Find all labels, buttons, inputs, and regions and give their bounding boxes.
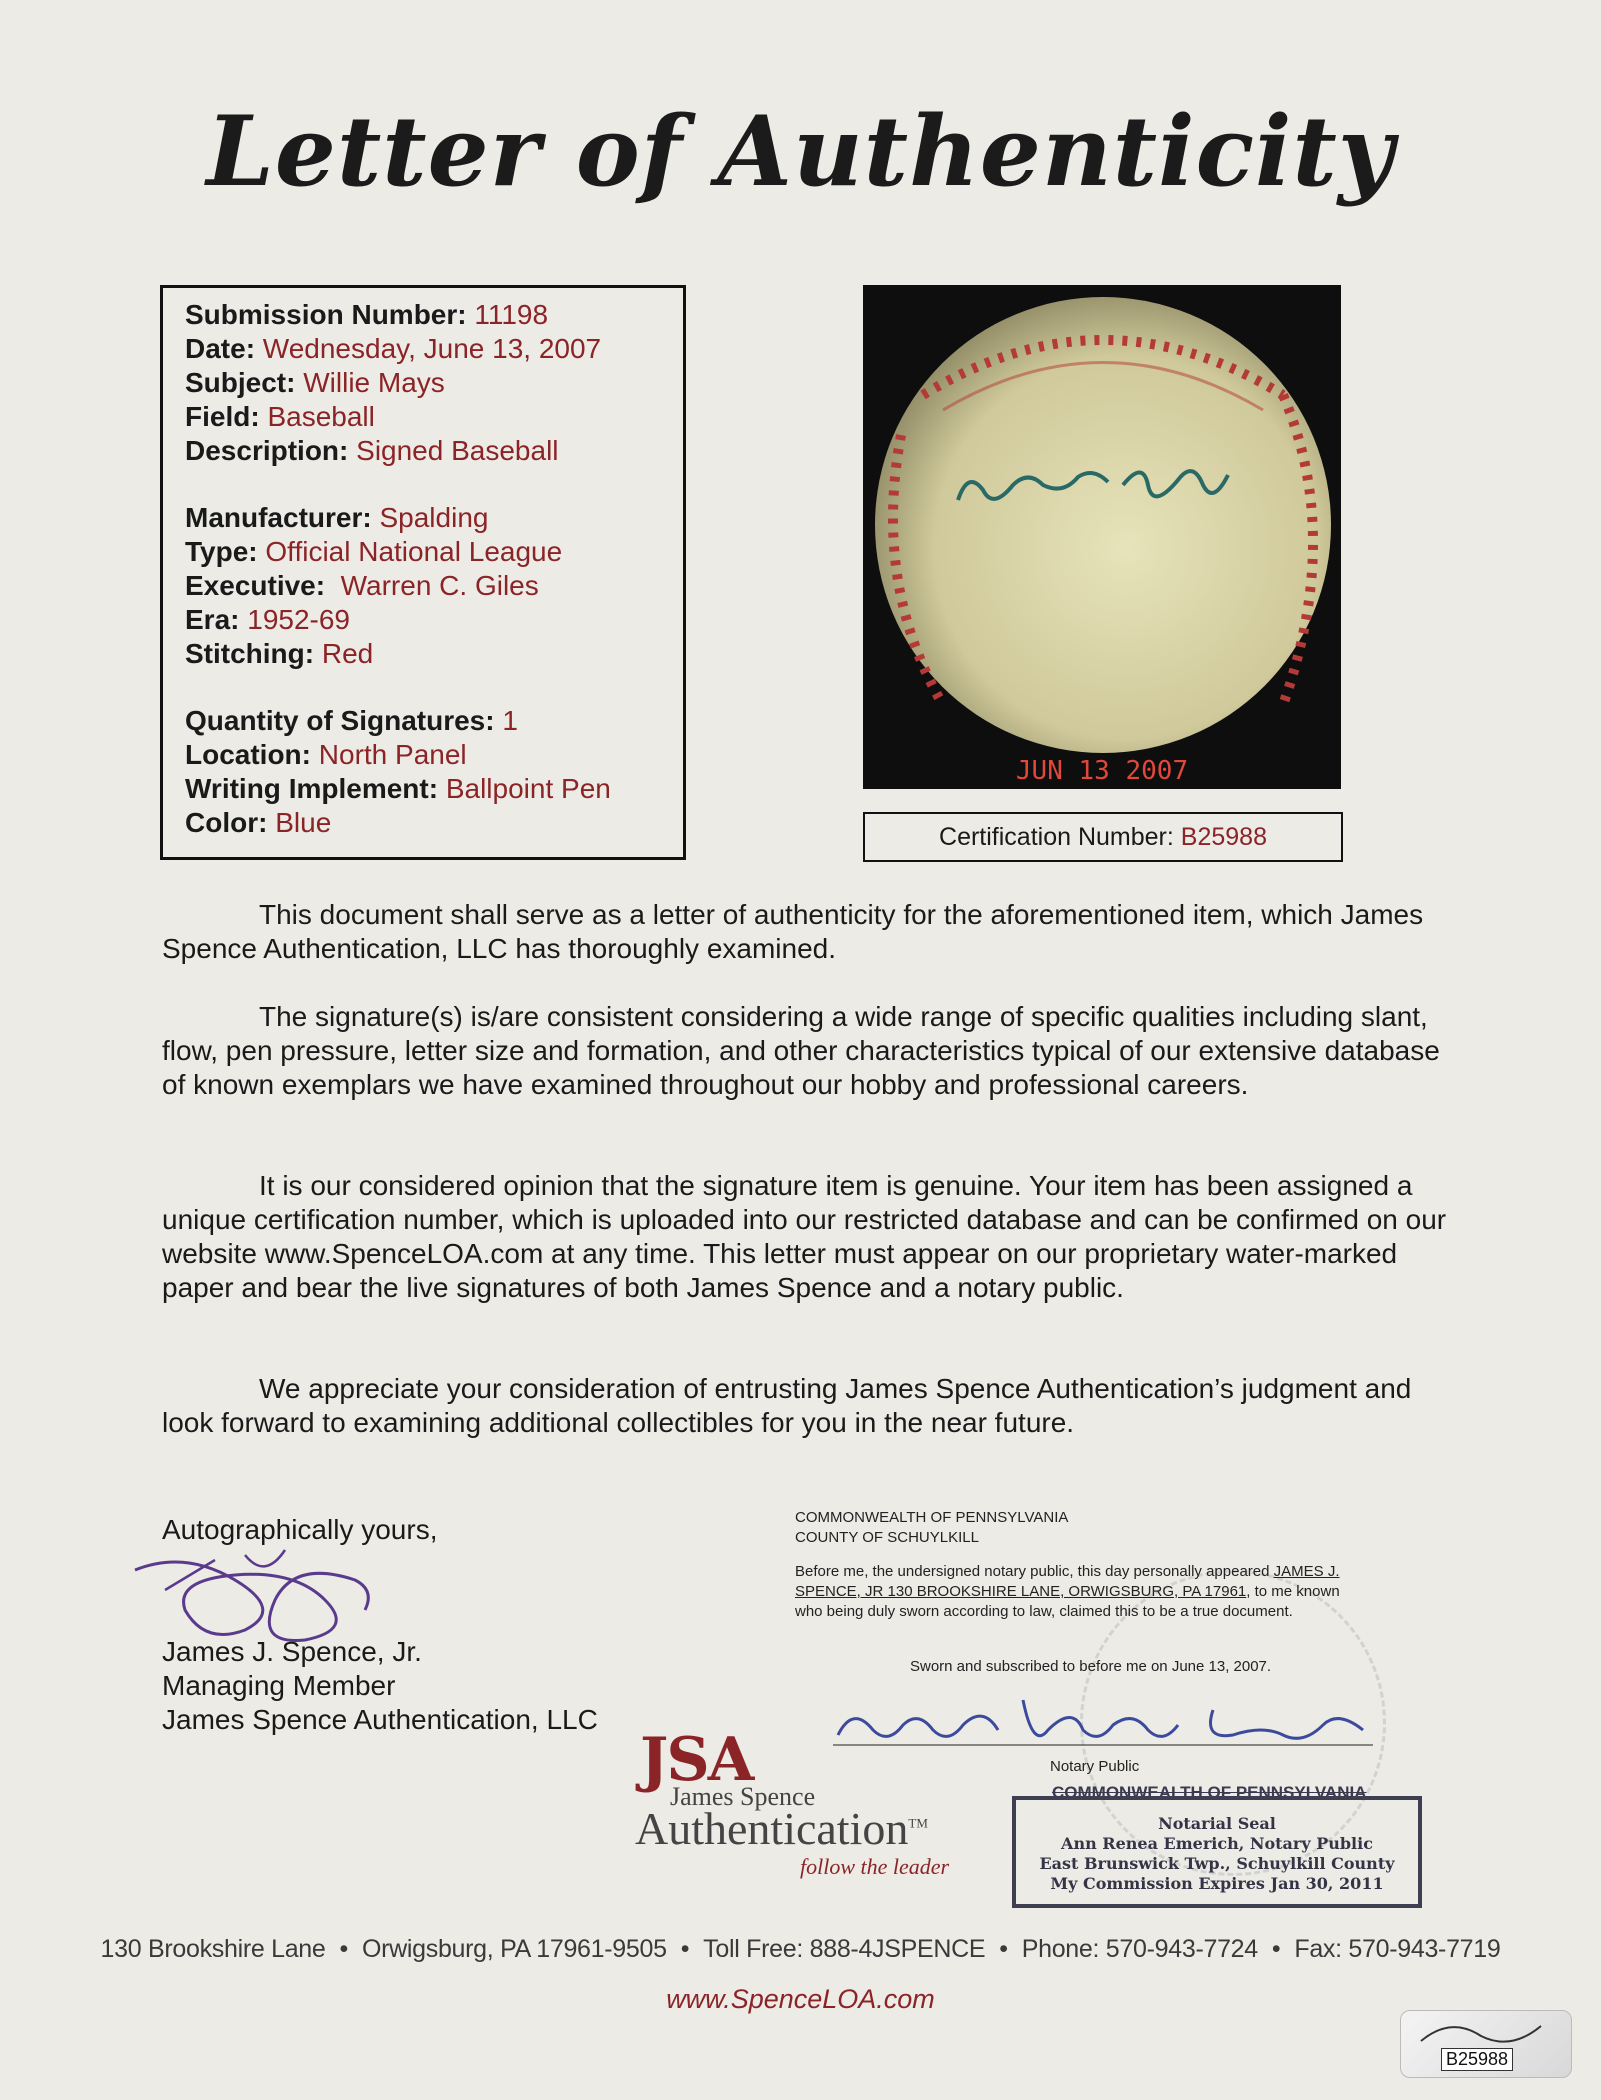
detail-row-implement <box>185 772 683 806</box>
stamp-header: COMMONWEALTH OF PENNSYLVANIA <box>1052 1783 1367 1802</box>
stamp-line: Notarial Seal <box>1158 1814 1276 1833</box>
item-details-box <box>160 285 686 860</box>
stamp-line: My Commission Expires Jan 30, 2011 <box>1050 1874 1384 1893</box>
authentication-hologram <box>1400 2010 1572 2078</box>
detail-value: Official National League <box>265 536 563 567</box>
paragraph-1: This document shall serve as a letter of authenticity for the aforementioned item, which James Spence Authentication, LLC has thoroughly examined. <box>162 899 1424 964</box>
detail-row-quantity <box>185 704 683 738</box>
detail-label: Location: <box>185 739 311 770</box>
detail-label: Type: <box>185 536 258 567</box>
signer-role: Managing Member <box>162 1670 396 1701</box>
detail-label: Subject: <box>185 367 296 398</box>
detail-label: Description: <box>185 435 349 466</box>
detail-value: Ballpoint Pen <box>445 773 611 804</box>
notary-county: COUNTY OF SCHUYLKILL <box>795 1529 979 1546</box>
spence-signature <box>125 1540 385 1650</box>
certification-label: Certification Number: <box>939 823 1174 851</box>
signer-company: James Spence Authentication, LLC <box>162 1704 598 1735</box>
detail-label: Color: <box>185 807 268 838</box>
detail-row-description <box>185 434 683 468</box>
footer-tollfree: Toll Free: 888-4JSPENCE <box>703 1935 986 1963</box>
detail-row-submission <box>185 298 683 332</box>
paragraph-2: The signature(s) is/are consistent considering a wide range of specific qualities including slant, flow, pen pressure, letter size and formation, and other characteristics typical of our extensive database of known exemplars we have examined throughout our hobby and professional careers. <box>162 1001 1440 1100</box>
detail-value: 11198 <box>474 299 549 330</box>
detail-row-date <box>185 332 683 366</box>
detail-label: Writing Implement: <box>185 773 439 804</box>
detail-row-color <box>185 806 683 840</box>
detail-label: Submission Number: <box>185 299 467 330</box>
baseball-photo <box>863 285 1341 789</box>
baseball-image <box>863 285 1341 789</box>
detail-value: Warren C. Giles <box>340 570 539 601</box>
footer-address: 130 Brookshire Lane <box>100 1935 326 1963</box>
footer-separator: • <box>680 1935 690 1963</box>
logo-tagline: follow the leader <box>800 1854 950 1879</box>
detail-row-stitching <box>185 637 683 671</box>
notary-statement-name: JAMES J. SPENCE, JR 130 BROOKSHIRE LANE, ORWIGSBURG, PA 17961 <box>795 1563 1340 1600</box>
notary-block <box>795 1508 1355 1622</box>
footer-phone: Phone: 570-943-7724 <box>1021 1935 1258 1963</box>
notarial-stamp <box>1012 1796 1422 1908</box>
certification-value: B25988 <box>1180 823 1267 851</box>
detail-value: 1952-69 <box>247 604 351 635</box>
detail-row-era <box>185 603 683 637</box>
stamp-line: Ann Renea Emerich, Notary Public <box>1061 1834 1373 1853</box>
page-title: Letter of Authenticity <box>206 95 1395 208</box>
detail-value: Baseball <box>267 401 375 432</box>
detail-row-manufacturer <box>185 501 683 535</box>
detail-value: 1 <box>502 705 518 736</box>
detail-value: Willie Mays <box>303 367 445 398</box>
logo-mark: JSA <box>640 1725 753 1795</box>
detail-row-field <box>185 400 683 434</box>
notary-statement-after: , to me known who being duly sworn according to law, claimed this to be a true document. <box>795 1583 1340 1620</box>
detail-label: Field: <box>185 401 260 432</box>
paragraph-3: It is our considered opinion that the signature item is genuine. Your item has been assigned a unique certification number, which is uploaded into our restricted database and can be confirmed on our website www.SpenceLOA.com at any time. This letter must appear on our proprietary water-marked paper and bear the live signatures of both James Spence and a notary public. <box>162 1170 1447 1303</box>
detail-value: Spalding <box>379 502 489 533</box>
footer-fax: Fax: 570-943-7719 <box>1294 1935 1501 1963</box>
detail-value: Signed Baseball <box>356 435 559 466</box>
footer-contact <box>0 1935 1601 1964</box>
notary-statement <box>795 1562 1355 1622</box>
detail-label: Quantity of Signatures: <box>185 705 495 736</box>
detail-label: Stitching: <box>185 638 315 669</box>
footer-separator: • <box>1271 1935 1281 1963</box>
baseball-ball <box>875 297 1331 753</box>
detail-value: North Panel <box>318 739 467 770</box>
detail-row-subject <box>185 366 683 400</box>
footer-separator: • <box>999 1935 1008 1963</box>
notary-state: COMMONWEALTH OF PENNSYLVANIA <box>795 1509 1069 1526</box>
signer-name: James J. Spence, Jr. <box>162 1636 422 1667</box>
photo-date-stamp: JUN 13 2007 <box>1015 756 1189 786</box>
closing-line: Autographically yours, <box>162 1514 438 1545</box>
detail-value: Blue <box>275 807 332 838</box>
footer-website-link[interactable]: www.SpenceLOA.com <box>666 1984 935 2014</box>
logo-word <box>635 1802 928 1855</box>
notary-statement-before: Before me, the undersigned notary public, this day personally appeared <box>795 1563 1270 1580</box>
detail-label: Date: <box>185 333 256 364</box>
details-group-signature <box>185 704 683 840</box>
detail-value: Red <box>321 638 374 669</box>
hologram-number: B25988 <box>1441 2048 1513 2071</box>
detail-row-type <box>185 535 683 569</box>
notary-signature <box>833 1690 1373 1760</box>
logo-trademark: TM <box>908 1815 928 1831</box>
footer-city: Orwigsburg, PA 17961-9505 <box>361 1935 667 1963</box>
hologram-signature-icon <box>1401 2011 1571 2051</box>
logo-word-text: Authentication <box>635 1803 909 1854</box>
jsa-logo <box>635 1725 950 1879</box>
notary-jurisdiction <box>795 1508 1355 1548</box>
signer-block <box>162 1635 598 1737</box>
details-group-item <box>185 298 683 468</box>
details-group-ball <box>185 501 683 671</box>
detail-value: Wednesday, June 13, 2007 <box>262 333 602 364</box>
logo-name: James Spence <box>670 1782 816 1811</box>
detail-row-location <box>185 738 683 772</box>
notary-sworn-line: Sworn and subscribed to before me on June 13, 2007. <box>910 1658 1272 1675</box>
detail-label: Manufacturer: <box>185 502 372 533</box>
certification-number-box <box>863 812 1343 862</box>
detail-row-executive <box>185 569 683 603</box>
stamp-line: East Brunswick Twp., Schuylkill County <box>1039 1854 1395 1873</box>
paragraph-4: We appreciate your consideration of entrusting James Spence Authentication’s judgment and look forward to examining additional collectibles for you in the near future. <box>162 1373 1412 1438</box>
detail-label: Executive: <box>185 570 326 601</box>
notary-public-label: Notary Public <box>1050 1758 1140 1775</box>
footer-separator: • <box>339 1935 348 1963</box>
detail-label: Era: <box>185 604 240 635</box>
